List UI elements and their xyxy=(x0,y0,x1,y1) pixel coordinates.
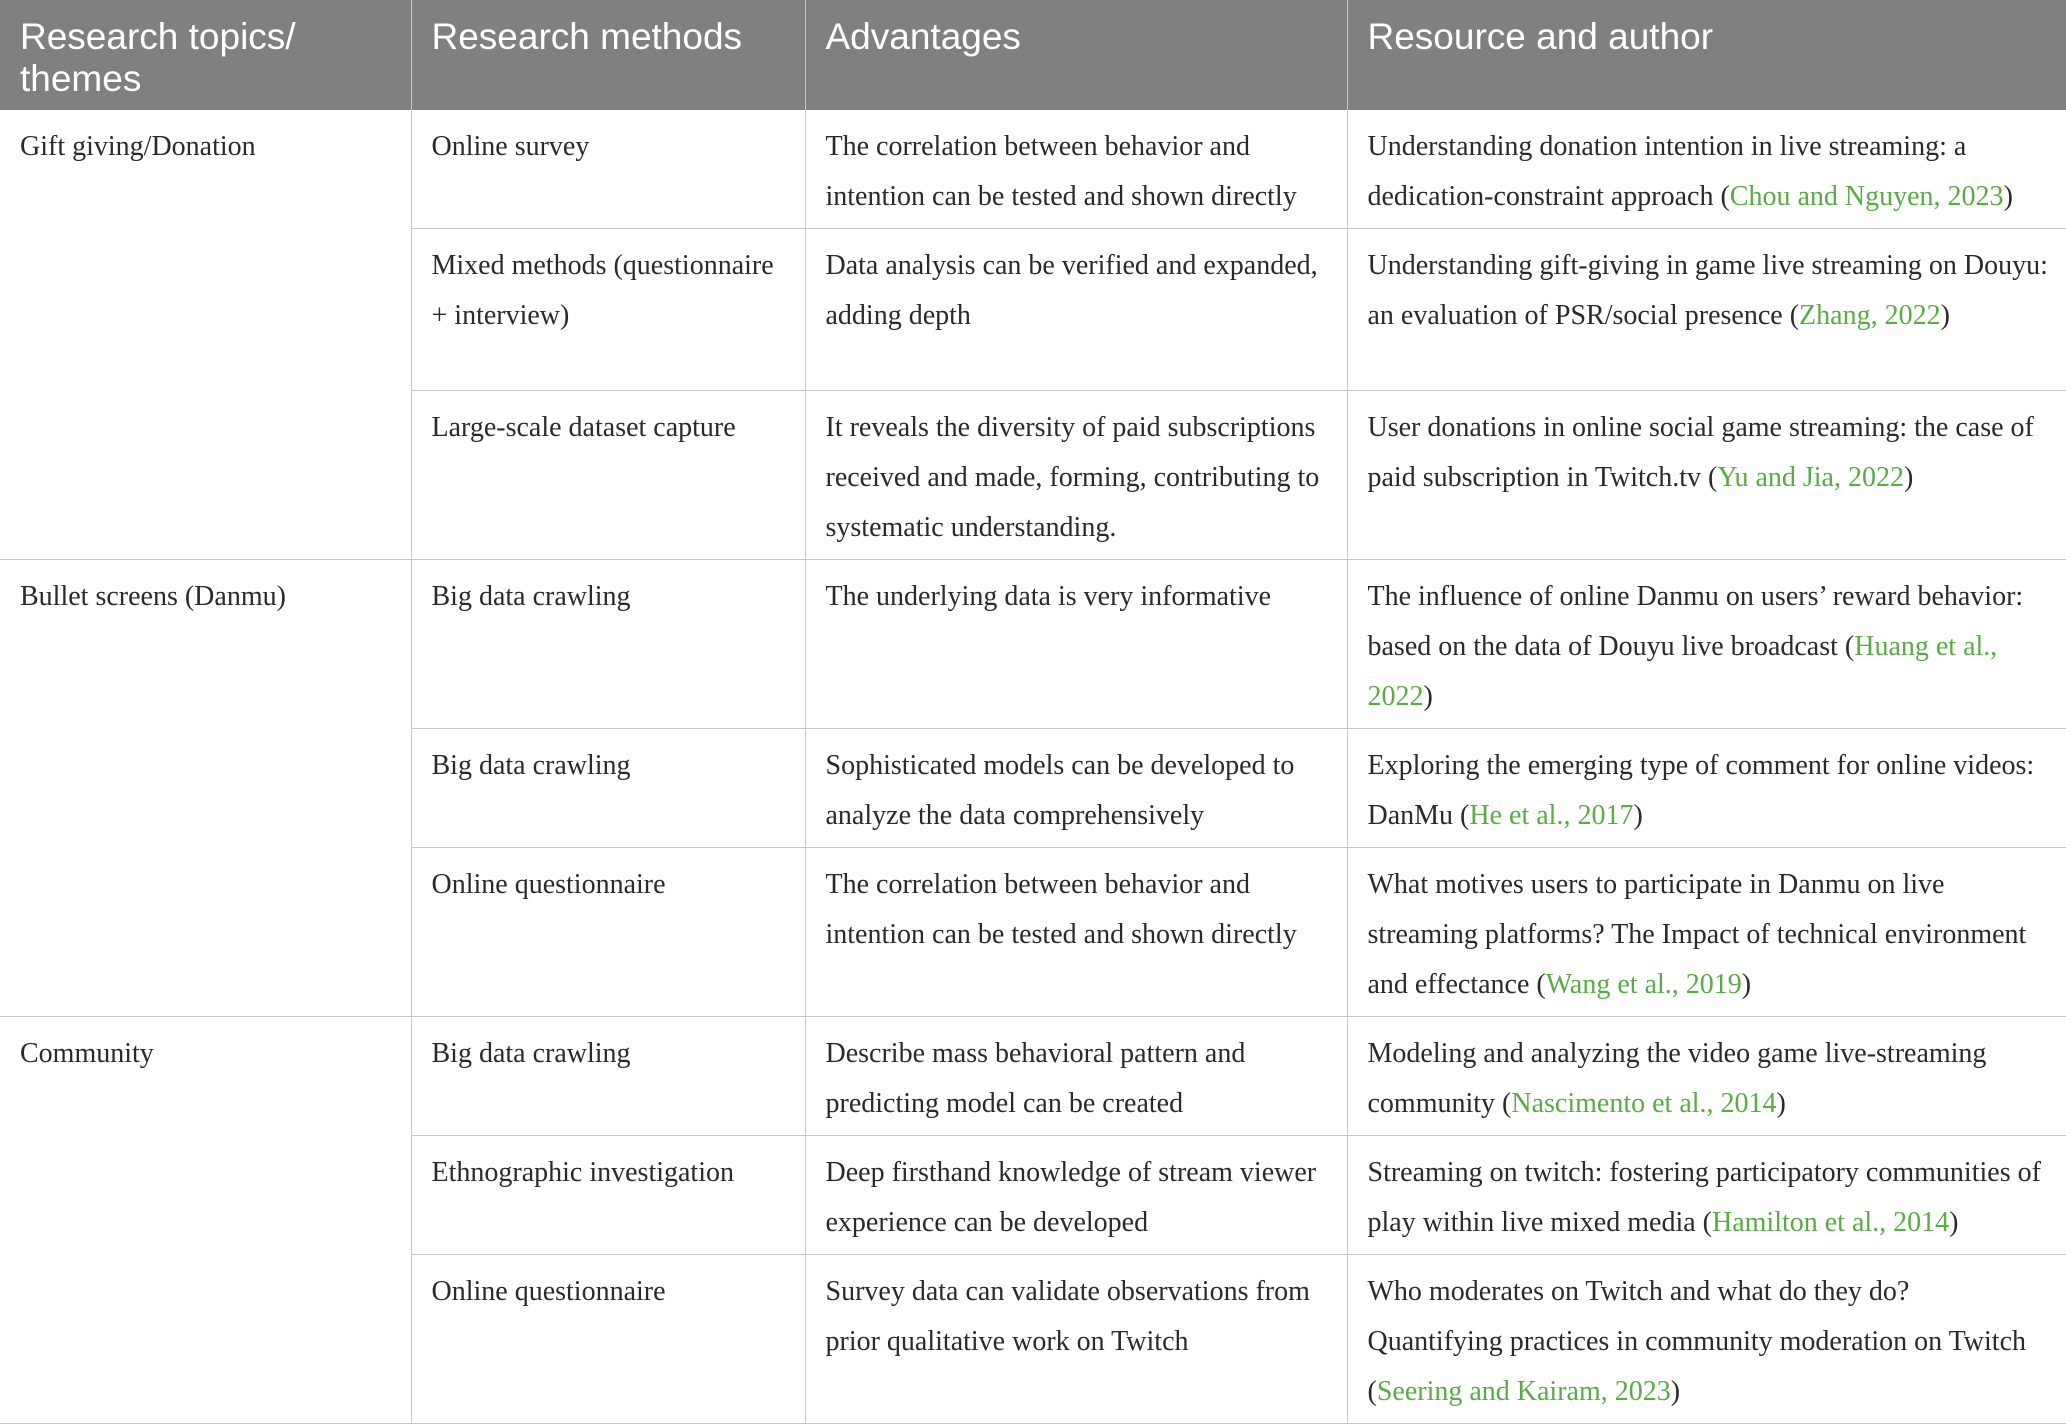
resource-close: ) xyxy=(2003,181,2013,212)
citation-link[interactable]: Nascimento et al., 2014 xyxy=(1511,1088,1777,1119)
resource-cell xyxy=(1347,848,2066,1017)
citation-link[interactable]: Huang et al., 2022 xyxy=(1367,631,1998,712)
topic-cell: Community xyxy=(0,1017,411,1424)
advantage-cell: Data analysis can be verified and expanded, adding depth xyxy=(805,229,1347,391)
resource-text: Understanding gift-giving in game live streaming on Douyu: an evaluation of PSR/social presence ( xyxy=(1367,250,2048,331)
advantage-cell: Deep firsthand knowledge of stream viewer experience can be developed xyxy=(805,1136,1347,1255)
table-row xyxy=(0,1017,2066,1136)
resource-close: ) xyxy=(1940,300,1950,331)
resource-text: Modeling and analyzing the video game live-streaming community ( xyxy=(1367,1038,1987,1119)
resource-cell xyxy=(1347,110,2066,229)
resource-close: ) xyxy=(1741,969,1752,1000)
resource-text: Who moderates on Twitch and what do they do? Quantifying practices in community moderation on Twitch ( xyxy=(1367,1276,2026,1407)
advantage-cell: The underlying data is very informative xyxy=(805,560,1347,729)
topic-cell: Gift giving/Donation xyxy=(0,110,411,560)
resource-close: ) xyxy=(1633,800,1643,831)
citation-link[interactable]: Hamilton et al., 2014 xyxy=(1711,1207,1950,1238)
method-cell: Large-scale dataset capture xyxy=(411,391,805,560)
table-row xyxy=(0,560,2066,729)
table-body xyxy=(0,110,2066,1424)
method-cell: Big data crawling xyxy=(411,1017,805,1136)
advantage-cell: Sophisticated models can be developed to analyze the data comprehensively xyxy=(805,729,1347,848)
resource-text: Understanding donation intention in live streaming: a dedication-constraint approach ( xyxy=(1367,131,1967,212)
citation-link[interactable]: Chou and Nguyen, 2023 xyxy=(1729,181,2004,212)
topic-cell: Bullet screens (Danmu) xyxy=(0,560,411,1017)
advantage-cell: The correlation between behavior and intention can be tested and shown directly xyxy=(805,110,1347,229)
citation-link[interactable]: Yu and Jia, 2022 xyxy=(1717,462,1904,493)
resource-cell xyxy=(1347,1255,2066,1424)
resource-close: ) xyxy=(1423,681,1433,712)
method-cell: Big data crawling xyxy=(411,560,805,729)
resource-cell xyxy=(1347,1017,2066,1136)
resource-cell xyxy=(1347,1136,2066,1255)
advantage-cell: The correlation between behavior and intention can be tested and shown directly xyxy=(805,848,1347,1017)
header-topics: Research topics/ themes xyxy=(0,0,411,110)
resource-cell xyxy=(1347,391,2066,560)
method-cell: Online questionnaire xyxy=(411,1255,805,1424)
citation-link[interactable]: Seering and Kairam, 2023 xyxy=(1376,1376,1671,1407)
resource-text: What motives users to participate in Danmu on live streaming platforms? The Impact of technical environment and effectance ( xyxy=(1367,869,2027,1000)
method-cell: Ethnographic investigation xyxy=(411,1136,805,1255)
citation-link[interactable]: Zhang, 2022 xyxy=(1799,300,1941,331)
advantage-cell: Survey data can validate observations from prior qualitative work on Twitch xyxy=(805,1255,1347,1424)
header-advantages: Advantages xyxy=(805,0,1347,110)
advantage-cell: Describe mass behavioral pattern and predicting model can be created xyxy=(805,1017,1347,1136)
resource-close: ) xyxy=(1776,1088,1786,1119)
resource-close: ) xyxy=(1670,1376,1681,1407)
resource-close: ) xyxy=(1949,1207,1959,1238)
table-header xyxy=(0,0,2066,110)
resource-cell xyxy=(1347,560,2066,729)
resource-cell xyxy=(1347,229,2066,391)
resource-text: The influence of online Danmu on users’ reward behavior: based on the data of Douyu live broadcast ( xyxy=(1367,581,2024,662)
resource-text: User donations in online social game streaming: the case of paid subscription in Twitch.tv ( xyxy=(1367,412,2034,493)
resource-text: Streaming on twitch: fostering participatory communities of play within live mixed media ( xyxy=(1367,1157,2041,1238)
header-methods: Research methods xyxy=(411,0,805,110)
resource-text: Exploring the emerging type of comment for online videos: DanMu ( xyxy=(1367,750,2035,831)
resource-close: ) xyxy=(1903,462,1914,493)
method-cell: Mixed methods (questionnaire + interview) xyxy=(411,229,805,391)
method-cell: Online survey xyxy=(411,110,805,229)
citation-link[interactable]: Wang et al., 2019 xyxy=(1545,969,1742,1000)
method-cell: Online questionnaire xyxy=(411,848,805,1017)
advantage-cell: It reveals the diversity of paid subscriptions received and made, forming, contributing to systematic understanding. xyxy=(805,391,1347,560)
resource-cell xyxy=(1347,729,2066,848)
method-cell: Big data crawling xyxy=(411,729,805,848)
table-row xyxy=(0,110,2066,229)
citation-link[interactable]: He et al., 2017 xyxy=(1469,800,1634,831)
header-row xyxy=(0,0,2066,110)
header-resource: Resource and author xyxy=(1347,0,2066,110)
